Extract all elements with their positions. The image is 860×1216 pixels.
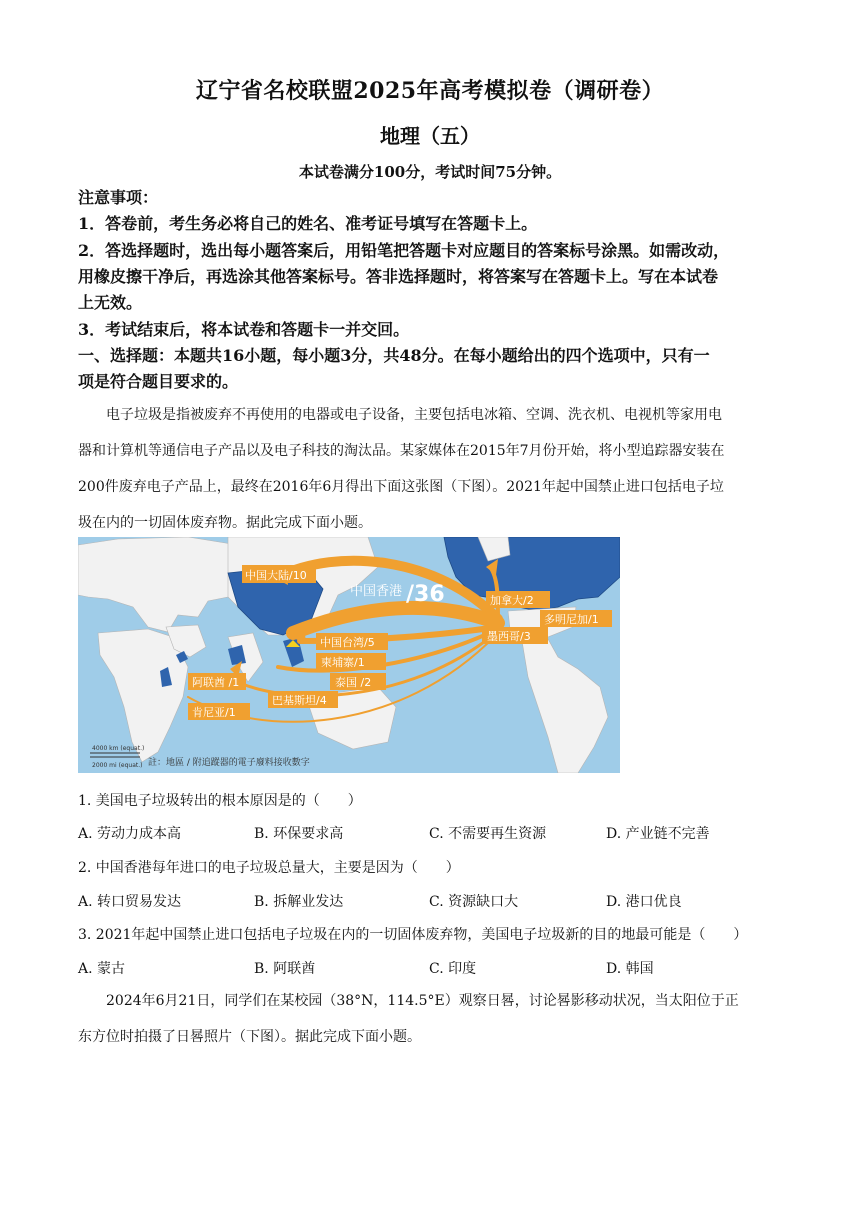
passage-1-line-1: 电子垃圾是指被废弃不再使用的电器或电子设备，主要包括电冰箱、空调、洗衣机、电视机等家用电: [106, 407, 722, 423]
label-hongkong-count: /36: [406, 582, 445, 607]
passage-1-line-2: 器和计算机等通信电子产品以及电子科技的淘汰品。某家媒体在2015年7月份开始，将小型追踪器安装在: [78, 443, 725, 459]
passage-2-line-2: 东方位时拍摄了日晷照片（下图）。据此完成下面小题。: [78, 1029, 421, 1045]
exam-info: 本试卷满分100分，考试时间75分钟。: [298, 163, 562, 181]
passage-2: [78, 983, 788, 1055]
label-hongkong: 中国香港: [350, 584, 403, 599]
passage-1: [78, 397, 788, 541]
label-pakistan: 巴基斯坦/4: [272, 694, 327, 707]
section-heading-line-2: 项是符合题目要求的。: [78, 372, 239, 391]
e-waste-flow-map: [78, 537, 620, 773]
label-mexico: 墨西哥/3: [487, 630, 531, 643]
section-heading-line-1: 一、选择题：本题共16小题，每小题3分，共48分。在每小题给出的四个选项中，只有一: [78, 346, 710, 365]
q1-option-b: B. 环保要求高: [254, 826, 344, 842]
q1-option-a: A. 劳动力成本高: [78, 826, 182, 842]
exam-subtitle: 地理（五）: [380, 124, 480, 148]
q1-option-c: C. 不需要再生资源: [429, 826, 547, 842]
label-mainland: 中国大陆/10: [245, 569, 307, 582]
map-note: 註：地區 / 附追蹤器的電子廢料接收數字: [148, 758, 310, 768]
map-scale-bar: [90, 745, 144, 769]
q2-option-b: B. 拆解业发达: [254, 894, 344, 910]
passage-2-line-1: 2024年6月21日，同学们在某校园（38°N，114.5°E）观察日晷，讨论晷影移动状况，当太阳位于正: [106, 993, 739, 1009]
label-uae: 阿联酋 /1: [192, 676, 240, 689]
q3-option-a: A. 蒙古: [78, 961, 126, 977]
q2-option-d: D. 港口优良: [606, 894, 682, 910]
label-canada: 加拿大/2: [490, 594, 534, 607]
passage-1-line-3: 200件废弃电子产品上，最终在2016年6月得出下面这张图（下图）。2021年起中国禁止进口包括电子垃: [78, 479, 724, 495]
q2-option-a: A. 转口贸易发达: [78, 894, 182, 910]
notes-item-3: 3．考试结束后，将本试卷和答题卡一并交回。: [78, 320, 410, 339]
label-taiwan: 中国台湾/5: [320, 636, 375, 649]
q3-option-c: C. 印度: [429, 961, 477, 977]
question-1: 1. 美国电子垃圾转出的根本原因是的（ ）: [78, 793, 362, 809]
exam-title: 辽宁省名校联盟2025年高考模拟卷（调研卷）: [195, 78, 665, 104]
label-cambodia: 柬埔寨/1: [321, 656, 365, 669]
notes-item-2-line-2: 用橡皮擦干净后，再选涂其他答案标号。答非选择题时，将答案写在答题卡上。写在本试卷: [78, 267, 719, 286]
q3-option-b: B. 阿联酋: [254, 961, 316, 977]
notes-item-2-line-3: 上无效。: [78, 293, 143, 312]
passage-1-line-4: 圾在内的一切固体废弃物。据此完成下面小题。: [78, 515, 372, 531]
question-2: 2. 中国香港每年进口的电子垃圾总量大，主要是因为（ ）: [78, 860, 460, 876]
q3-option-d: D. 韩国: [606, 961, 654, 977]
q2-option-c: C. 资源缺口大: [429, 894, 519, 910]
notes-item-1: 1．答卷前，考生务必将自己的姓名、准考证号填写在答题卡上。: [78, 214, 538, 233]
scale-mi: 2000 mi (equat.): [92, 762, 143, 769]
label-kenya: 肯尼亚/1: [192, 706, 236, 719]
q1-option-d: D. 产业链不完善: [606, 826, 710, 842]
question-3: 3. 2021年起中国禁止进口包括电子垃圾在内的一切固体废弃物，美国电子垃圾新的目的地最可能是（ ）: [78, 927, 748, 943]
label-dominican: 多明尼加/1: [544, 613, 599, 626]
notes-heading: 注意事项：: [78, 188, 159, 207]
label-thailand: 泰国 /2: [335, 676, 372, 689]
scale-km: 4000 km (equat.): [92, 745, 145, 752]
notes-item-2-line-1: 2．答选择题时，选出每小题答案后，用铅笔把答题卡对应题目的答案标号涂黑。如需改动，: [78, 241, 730, 260]
